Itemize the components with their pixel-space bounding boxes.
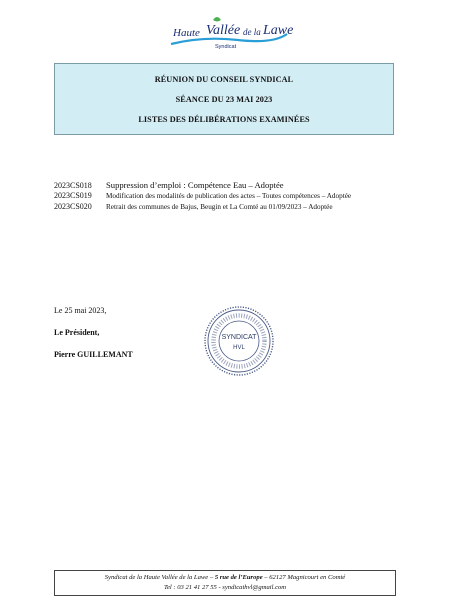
- svg-text:HVL: [233, 345, 245, 351]
- logo-word-lawe: Lawe: [263, 23, 293, 38]
- svg-text:Syndicat: [215, 44, 237, 50]
- logo-graphic: [163, 14, 293, 54]
- logo-subtitle: Syndicat: [215, 44, 237, 50]
- session-header-box: [54, 63, 394, 135]
- footer-address-box: [54, 570, 396, 596]
- deliberation-title: Retrait des communes de Bajus, Beugin et La Comté au 01/09/2023 – Adoptée: [106, 203, 333, 211]
- stamp-center-line1: SYNDICAT: [221, 334, 257, 341]
- official-stamp: [203, 305, 275, 377]
- leaf-icon: [213, 17, 221, 22]
- header-title: RÉUNION DU CONSEIL SYNDICAL: [154, 75, 294, 84]
- signature-date: Le 25 mai 2023,: [54, 306, 107, 315]
- logo-word-haute: Haute: [173, 27, 200, 39]
- logo-word-vallee: Vallée: [206, 23, 241, 38]
- footer-contact: Tel : 03 21 41 27 55 - syndicathvl@gmail.com: [163, 584, 287, 591]
- footer-town: – 62127 Magnicourt en Comté: [262, 574, 346, 581]
- signature-role: Le Président,: [54, 328, 100, 337]
- deliberation-title: Modification des modalités de publication des actes – Toutes compétences – Adoptée: [106, 192, 352, 200]
- stamp-center-line2: HVL: [233, 345, 245, 351]
- deliberation-row: [54, 180, 284, 190]
- syndicat-logo: [163, 14, 293, 54]
- deliberation-row: [54, 191, 351, 200]
- svg-text:Lawe: [262, 23, 293, 38]
- header-session-date: SÉANCE DU 23 MAI 2023: [175, 95, 273, 104]
- footer-street: 5 rue de l’Europe: [214, 574, 263, 581]
- footer-address-line: [55, 573, 395, 583]
- deliberation-title: Suppression d’emploi : Compétence Eau – Adoptée: [106, 180, 284, 190]
- footer-org-name: Syndicat de la Haute Vallée de la Lawe –: [104, 574, 215, 581]
- deliberation-code: 2023CS019: [54, 191, 92, 200]
- svg-text:SYNDICAT: [222, 334, 258, 341]
- signature-name: Pierre GUILLEMANT: [54, 350, 133, 359]
- logo-word-de-la: de la: [243, 27, 261, 37]
- header-subtitle: LISTES DES DÉLIBÉRATIONS EXAMINÉES: [138, 115, 310, 124]
- deliberation-row: [54, 202, 333, 211]
- svg-text:de la: [243, 27, 261, 37]
- deliberation-code: 2023CS020: [54, 202, 92, 211]
- svg-text:Haute: [172, 27, 200, 39]
- svg-text:Vallée: [206, 23, 240, 38]
- deliberation-code: 2023CS018: [54, 181, 92, 190]
- stamp-seal-icon: [203, 305, 275, 377]
